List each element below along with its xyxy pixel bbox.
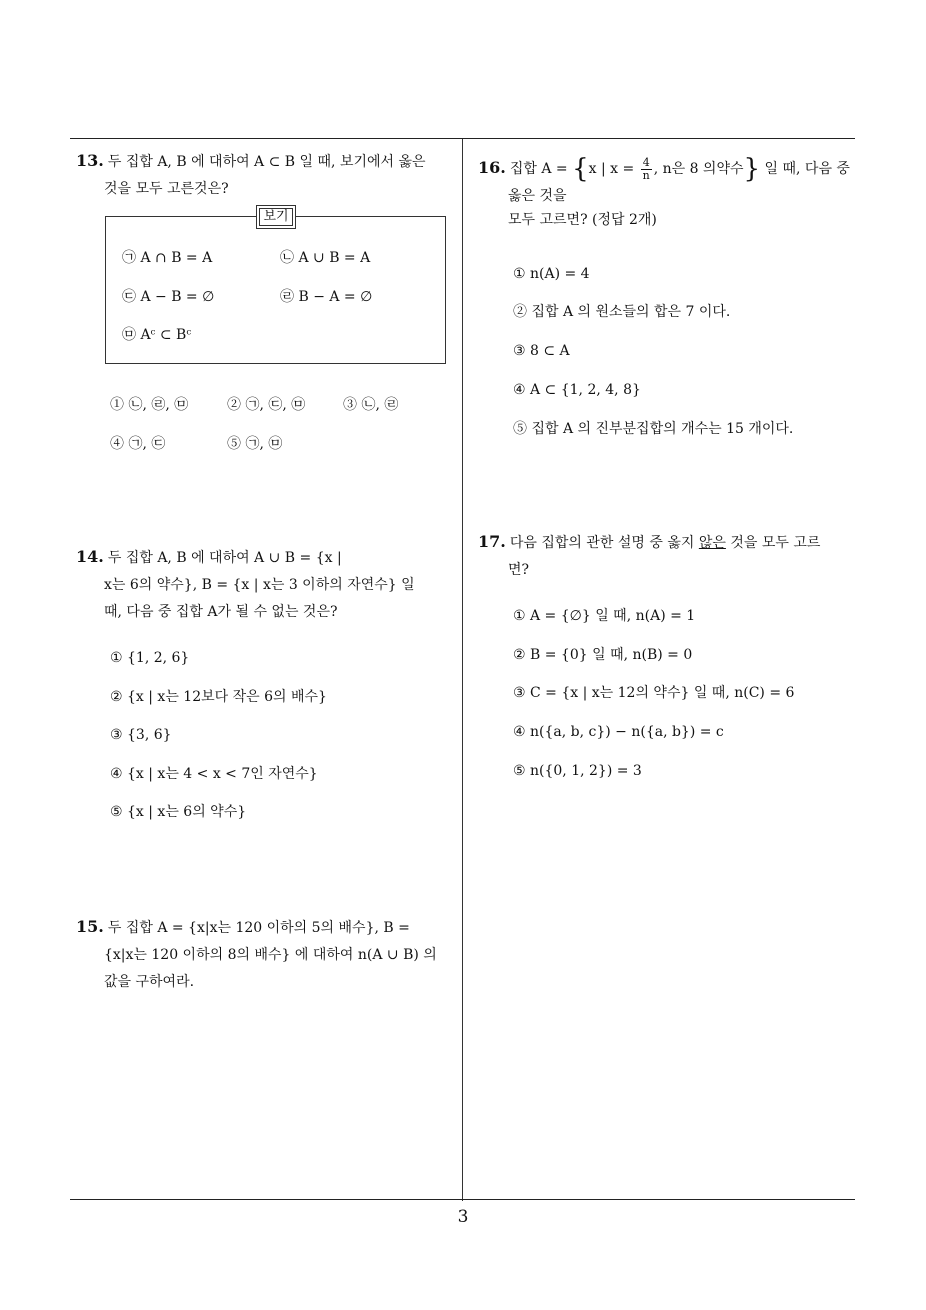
question-16-line1 — [478, 152, 858, 185]
q16-option-1[interactable]: ① n(A) = 4 — [513, 266, 590, 282]
q17-option-5[interactable]: ⑤ n({0, 1, 2}) = 3 — [513, 763, 642, 779]
q13-option-1[interactable]: ① ㉡, ㉣, ㉤ — [110, 397, 189, 413]
q13-option-3[interactable]: ③ ㉡, ㉣ — [343, 397, 399, 413]
question-17-number: 17. — [478, 532, 506, 551]
question-15-text-3: 값을 구하여라. — [104, 974, 195, 990]
question-14-line1 — [76, 543, 458, 572]
q17-option-4[interactable]: ④ n({a, b, c}) − n({a, b}) = c — [513, 724, 724, 740]
question-15-line1 — [76, 913, 458, 942]
bogi-title — [256, 205, 296, 229]
fraction — [641, 157, 652, 182]
page-number: 3 — [457, 1207, 469, 1227]
question-14-text-2: x는 6의 약수}, B = {x | x는 3 이하의 자연수} 일 — [104, 577, 415, 593]
question-17-text-pre: 다음 집합의 관한 설명 중 옳지 — [509, 535, 699, 551]
right-brace-icon: } — [743, 154, 761, 184]
question-13-line1 — [76, 147, 456, 176]
question-16-text-2: 옳은 것을 — [508, 188, 567, 204]
question-16-text-pre: 집합 A = — [509, 161, 568, 177]
left-brace-icon: { — [572, 154, 589, 184]
bottom-rule — [70, 1199, 855, 1200]
bogi-title-label: 보기 — [259, 208, 293, 226]
q14-option-4[interactable]: ④ {x | x는 4 < x < 7인 자연수} — [110, 766, 318, 782]
q14-option-5[interactable]: ⑤ {x | x는 6의 약수} — [110, 804, 247, 820]
question-15 — [76, 913, 458, 996]
question-17-line1 — [478, 528, 860, 557]
q13-option-4[interactable]: ④ ㉠, ㉢ — [110, 436, 166, 452]
question-16 — [478, 152, 858, 233]
bogi-item-b: ㉡ A ∪ B = A — [280, 250, 371, 266]
question-16-set-right: , n은 8 의약수 — [653, 161, 744, 177]
question-17 — [478, 528, 860, 584]
q14-option-1[interactable]: ① {1, 2, 6} — [110, 650, 190, 666]
q17-option-3[interactable]: ③ C = {x | x는 12의 약수} 일 때, n(C) = 6 — [513, 685, 795, 701]
q13-option-5[interactable]: ⑤ ㉠, ㉤ — [227, 436, 283, 452]
q17-option-2[interactable]: ② B = {0} 일 때, n(B) = 0 — [513, 647, 693, 663]
q14-option-2[interactable]: ② {x | x는 12보다 작은 6의 배수} — [110, 689, 327, 705]
question-16-number: 16. — [478, 158, 506, 177]
question-16-set-left: x | x = — [588, 161, 635, 177]
question-14 — [76, 543, 458, 626]
question-17-underlined-word: 않은 — [698, 535, 726, 551]
bogi-item-d: ㉣ B − A = ∅ — [280, 289, 373, 305]
q16-option-4[interactable]: ④ A ⊂ {1, 2, 4, 8} — [513, 382, 641, 398]
question-13 — [76, 147, 456, 203]
bogi-item-e: ㉤ Aᶜ ⊂ Bᶜ — [122, 327, 192, 343]
question-13-text-2: 것을 모두 고른것은? — [104, 181, 229, 197]
question-14-text-3: 때, 다음 중 집합 A가 될 수 없는 것은? — [104, 604, 338, 620]
column-divider — [462, 139, 463, 1201]
bogi-item-a: ㉠ A ∩ B = A — [122, 250, 213, 266]
question-16-text-post: 일 때, 다음 중 — [764, 161, 850, 177]
question-13-text-1: 두 집합 A, B 에 대하여 A ⊂ B 일 때, 보기에서 옳은 — [107, 154, 426, 170]
q14-option-3[interactable]: ③ {3, 6} — [110, 727, 172, 743]
question-14-text-1: 두 집합 A, B 에 대하여 A ∪ B = {x | — [107, 550, 342, 566]
question-17-text-post: 것을 모두 고르 — [725, 535, 821, 551]
question-13-number: 13. — [76, 151, 104, 170]
question-15-text-1: 두 집합 A = {x|x는 120 이하의 5의 배수}, B = — [107, 920, 410, 936]
q13-option-2[interactable]: ② ㉠, ㉢, ㉤ — [227, 397, 306, 413]
fraction-numerator: 4 — [642, 155, 650, 169]
bogi-item-c: ㉢ A − B = ∅ — [122, 289, 215, 305]
q16-option-2[interactable]: ② 집합 A 의 원소들의 합은 7 이다. — [513, 304, 731, 320]
question-15-text-2: {x|x는 120 이하의 8의 배수} 에 대하여 n(A ∪ B) 의 — [104, 947, 437, 963]
question-16-text-3: 모두 고르면? (정답 2개) — [508, 212, 657, 228]
q17-option-1[interactable]: ① A = {∅} 일 때, n(A) = 1 — [513, 608, 696, 624]
question-14-number: 14. — [76, 547, 104, 566]
question-15-number: 15. — [76, 917, 104, 936]
q16-option-3[interactable]: ③ 8 ⊂ A — [513, 343, 570, 359]
question-17-text-2: 면? — [508, 562, 530, 578]
fraction-denominator: n — [642, 168, 650, 182]
q16-option-5[interactable]: ⑤ 집합 A 의 진부분집합의 개수는 15 개이다. — [513, 421, 794, 437]
